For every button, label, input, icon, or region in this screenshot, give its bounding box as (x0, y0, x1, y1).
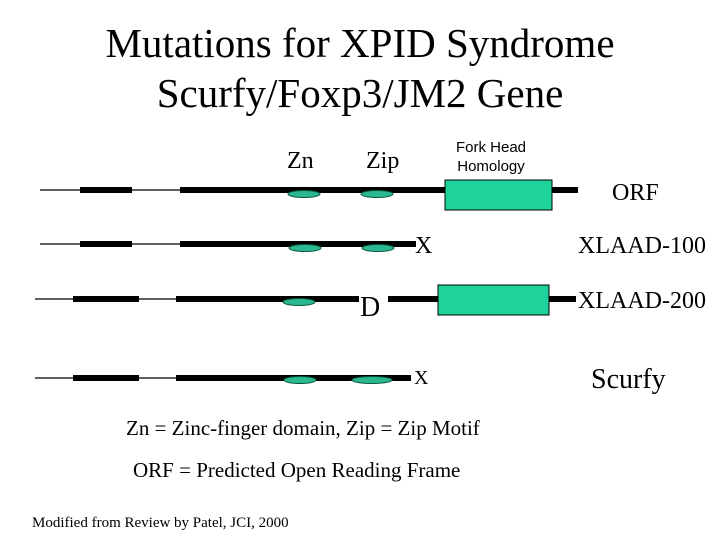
zip-domain-oval (362, 245, 394, 252)
zn-label: Zn (287, 148, 314, 174)
legend-orf: ORF = Predicted Open Reading Frame (133, 458, 461, 482)
exon-block (176, 296, 359, 302)
zn-domain-oval (288, 191, 320, 198)
title-line-1: Mutations for XPID Syndrome (105, 20, 615, 66)
fork-head-homology-label: Fork Head Homology (456, 139, 527, 175)
row-label-xlaad-100: XLAAD-100 (578, 233, 706, 259)
exon-block (73, 296, 139, 302)
fork-head-domain-box (445, 180, 552, 210)
zip-label: Zip (366, 148, 400, 174)
row-label-xlaad-200: XLAAD-200 (578, 288, 706, 314)
zn-domain-oval (289, 245, 321, 252)
zn-domain-oval (284, 377, 316, 384)
mutation-mark-xlaad-200: D (360, 292, 381, 323)
gene-row-xlaad-200 (35, 285, 576, 315)
exon-block (80, 241, 132, 247)
source-footnote: Modified from Review by Patel, JCI, 2000 (32, 515, 289, 531)
exon-block (73, 375, 139, 381)
zip-domain-oval (361, 191, 393, 198)
mutation-mark-scurfy: X (414, 367, 429, 389)
zn-domain-oval (283, 299, 315, 306)
fork-head-domain-box (438, 285, 549, 315)
title-line-2: Scurfy/Foxp3/JM2 Gene (156, 70, 564, 116)
zip-domain-oval (352, 377, 392, 384)
row-label-scurfy: Scurfy (591, 364, 666, 395)
gene-row-scurfy (35, 375, 411, 384)
gene-row-orf (40, 180, 578, 210)
mutation-mark-xlaad-100: X (415, 233, 433, 259)
gene-row-xlaad-100 (40, 241, 416, 252)
exon-block (80, 187, 132, 193)
legend-domains: Zn = Zinc-finger domain, Zip = Zip Motif (126, 416, 480, 440)
row-label-orf: ORF (612, 180, 659, 206)
